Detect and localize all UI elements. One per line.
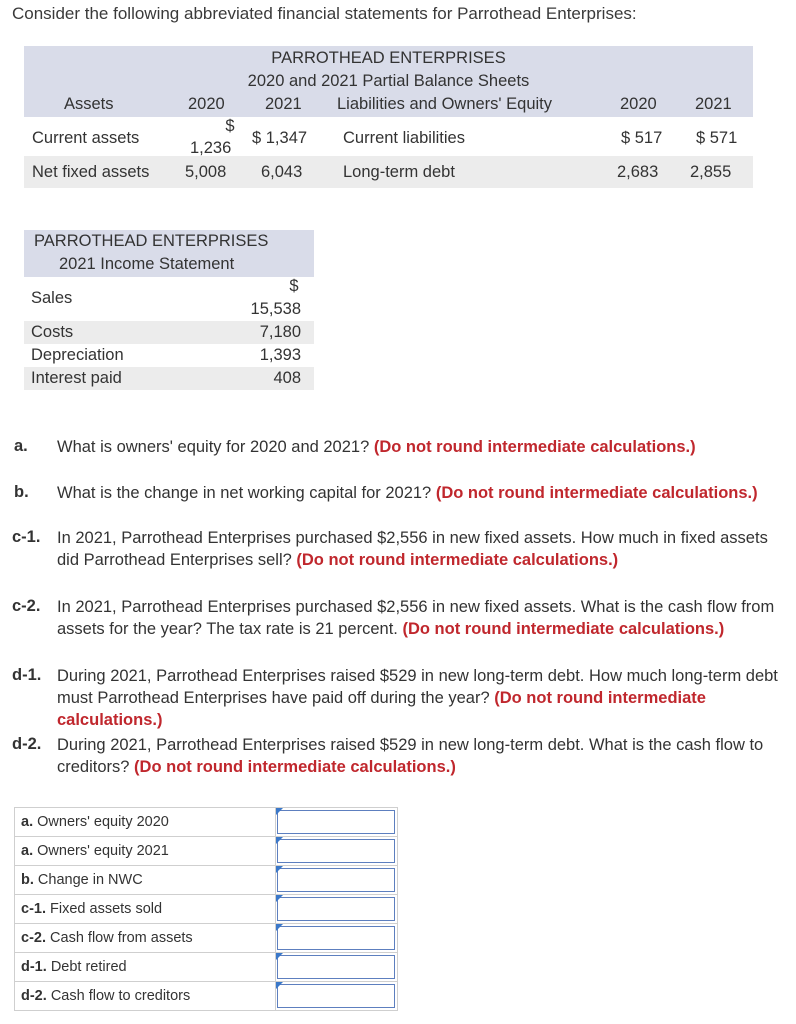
owners-equity-2021-input[interactable] xyxy=(277,839,395,863)
question-c1-id: c-1. xyxy=(12,528,41,546)
answer-row xyxy=(15,953,398,982)
answer-row xyxy=(15,837,398,866)
balance-sheet-company: PARROTHEAD ENTERPRISES xyxy=(271,49,506,67)
answer-label xyxy=(15,982,276,1011)
question-b-id: b. xyxy=(14,483,29,501)
answer-label xyxy=(15,808,276,837)
question-b xyxy=(57,482,777,504)
sales-symbol: $ xyxy=(289,277,299,295)
current-assets-2020-symbol: $ xyxy=(225,117,235,135)
change-in-nwc-input[interactable] xyxy=(277,868,395,892)
interest-paid-label: Interest paid xyxy=(31,369,122,387)
year-2020-right: 2020 xyxy=(620,95,657,113)
costs-label: Costs xyxy=(31,323,74,341)
sales-label: Sales xyxy=(31,289,73,307)
costs-value: 7,180 xyxy=(259,323,301,341)
current-assets-2020: 1,236 xyxy=(190,139,232,157)
question-d1-note: (Do not round intermediate calculations.) xyxy=(57,689,706,729)
input-flag-icon xyxy=(276,808,283,815)
question-c2-text: In 2021, Parrothead Enterprises purchased $2,556 in new fixed assets. What is the cash flow from assets for the year? The tax rate is 21 percent. xyxy=(57,598,775,638)
answer-label-text: Change in NWC xyxy=(37,872,143,888)
question-a-note: (Do not round intermediate calculations.) xyxy=(373,438,696,456)
answer-row xyxy=(15,808,398,837)
answer-cell xyxy=(276,808,398,837)
answer-label-text: Debt retired xyxy=(50,959,127,975)
year-2021-left: 2021 xyxy=(265,95,302,113)
answer-label xyxy=(15,924,276,953)
question-d1-id: d-1. xyxy=(12,666,42,684)
answer-prefix: d-2. xyxy=(21,988,47,1004)
input-flag-icon xyxy=(276,982,283,989)
question-d1 xyxy=(57,665,792,731)
input-flag-icon xyxy=(276,895,283,902)
answer-cell xyxy=(276,895,398,924)
answer-label-text: Owners' equity 2021 xyxy=(37,843,169,859)
answer-row xyxy=(15,924,398,953)
input-flag-icon xyxy=(276,924,283,931)
question-c2-note: (Do not round intermediate calculations.) xyxy=(402,620,725,638)
answer-prefix: c-2. xyxy=(21,930,46,946)
input-flag-icon xyxy=(276,866,283,873)
net-fixed-assets-label: Net fixed assets xyxy=(32,163,150,181)
answer-label-text: Cash flow to creditors xyxy=(50,988,191,1004)
question-a-text: What is owners' equity for 2020 and 2021? xyxy=(57,438,370,456)
question-d2-text: During 2021, Parrothead Enterprises raised $529 in new long-term debt. What is the cash flow to creditors? xyxy=(57,736,764,776)
depreciation-label: Depreciation xyxy=(31,346,124,364)
interest-paid-value: 408 xyxy=(273,369,301,387)
answer-cell xyxy=(276,982,398,1011)
answer-label xyxy=(15,837,276,866)
question-d2 xyxy=(57,734,777,778)
debt-retired-input[interactable] xyxy=(277,955,395,979)
question-c2 xyxy=(57,596,787,640)
balance-sheet-title: 2020 and 2021 Partial Balance Sheets xyxy=(247,72,530,90)
answer-label-text: Cash flow from assets xyxy=(50,930,193,946)
current-liabilities-2021: $ 571 xyxy=(696,129,738,147)
question-d2-note: (Do not round intermediate calculations.) xyxy=(134,758,456,776)
long-term-debt-2020: 2,683 xyxy=(617,163,659,181)
answer-prefix: a. xyxy=(21,814,34,830)
question-d2-id: d-2. xyxy=(12,735,42,753)
answer-row xyxy=(15,895,398,924)
answer-row xyxy=(15,866,398,895)
question-c1 xyxy=(57,527,787,571)
answer-table xyxy=(14,807,398,1011)
input-flag-icon xyxy=(276,837,283,844)
cash-flow-from-assets-input[interactable] xyxy=(277,926,395,950)
net-fixed-assets-2021: 6,043 xyxy=(261,163,303,181)
income-statement-title: 2021 Income Statement xyxy=(59,255,235,273)
year-2021-right: 2021 xyxy=(695,95,732,113)
long-term-debt-label: Long-term debt xyxy=(343,163,455,181)
question-a xyxy=(57,436,757,458)
answer-label xyxy=(15,866,276,895)
owners-equity-2020-input[interactable] xyxy=(277,810,395,834)
input-flag-icon xyxy=(276,953,283,960)
question-c1-note: (Do not round intermediate calculations.) xyxy=(296,551,619,569)
answer-cell xyxy=(276,837,398,866)
current-liabilities-label: Current liabilities xyxy=(343,129,465,147)
current-assets-2021: $ 1,347 xyxy=(252,129,308,147)
answer-prefix: a. xyxy=(21,843,34,859)
answer-label xyxy=(15,895,276,924)
answer-prefix: c-1. xyxy=(21,901,46,917)
income-statement-company: PARROTHEAD ENTERPRISES xyxy=(34,232,269,250)
question-b-note: (Do not round intermediate calculations.) xyxy=(435,484,758,502)
answer-cell xyxy=(276,866,398,895)
net-fixed-assets-2020: 5,008 xyxy=(185,163,227,181)
answer-prefix: b. xyxy=(21,872,34,888)
depreciation-value: 1,393 xyxy=(259,346,301,364)
question-c2-id: c-2. xyxy=(12,597,41,615)
fixed-assets-sold-input[interactable] xyxy=(277,897,395,921)
sales-value: 15,538 xyxy=(250,300,301,318)
liabilities-header: Liabilities and Owners' Equity xyxy=(337,95,553,113)
answer-label xyxy=(15,953,276,982)
intro-text: Consider the following abbreviated financial statements for Parrothead Enterprises: xyxy=(12,4,637,23)
answer-row xyxy=(15,982,398,1011)
question-d1-text: During 2021, Parrothead Enterprises raised $529 in new long-term debt. How much long-term debt must Parrothead Enterprises have paid off during the year? xyxy=(57,667,778,707)
current-liabilities-2020: $ 517 xyxy=(621,129,663,147)
long-term-debt-2021: 2,855 xyxy=(690,163,732,181)
answer-prefix: d-1. xyxy=(21,959,47,975)
answer-cell xyxy=(276,953,398,982)
current-assets-label: Current assets xyxy=(32,129,140,147)
answer-cell xyxy=(276,924,398,953)
year-2020-left: 2020 xyxy=(188,95,225,113)
cash-flow-to-creditors-input[interactable] xyxy=(277,984,395,1008)
answer-label-text: Owners' equity 2020 xyxy=(37,814,169,830)
question-b-text: What is the change in net working capital for 2021? xyxy=(57,484,432,502)
question-c1-text: In 2021, Parrothead Enterprises purchased $2,556 in new fixed assets. How much in fixed assets did Parrothead Enterprises sell? xyxy=(57,529,768,569)
answer-label-text: Fixed assets sold xyxy=(50,901,163,917)
assets-header: Assets xyxy=(64,95,114,113)
question-a-id: a. xyxy=(14,437,28,455)
